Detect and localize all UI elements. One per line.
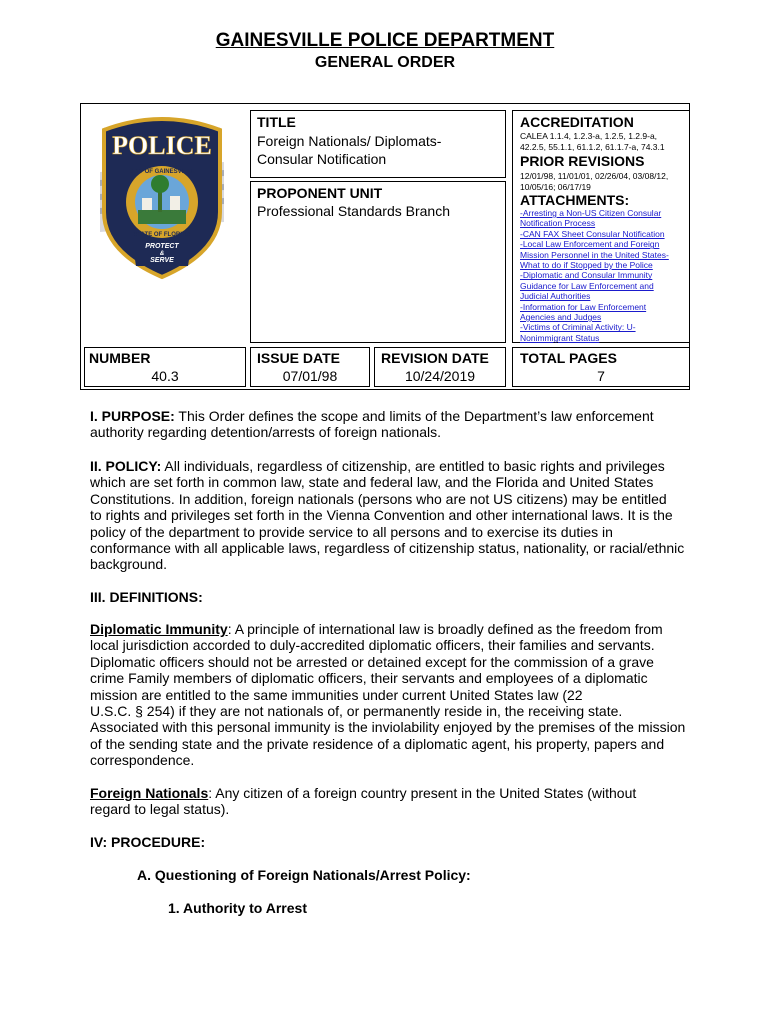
badge-banner-line1: PROTECT [145,243,179,250]
policy-line: which are set forth in common law, state and federal law, and the Florida and United States [90,474,654,491]
issue-date-box [250,347,370,387]
number-box [84,347,246,387]
foreign-nationals-definition [90,785,690,818]
badge-banner-line2: & [159,251,165,257]
definition-line: U.S.C. § 254) if they are not nationals of, or permanently reside in, the receiving state. [90,703,623,720]
title-box [250,110,506,178]
definition-line: mission are entitled to the same immunities under current United States law (22 [90,686,583,703]
procedure-heading: IV: PROCEDURE: [90,834,206,850]
policy-line: Constitutions. In addition, foreign nationals (persons who are not US citizens) may be entitled [90,490,667,507]
badge-title-text: POLICE [112,131,212,160]
definition-line: Associated with this personal immunity is the inviolability enjoyed by the premises of the mission [90,719,686,736]
definition-line: : A principle of international law is broadly defined as the freedom from [227,621,663,637]
attachment-link[interactable]: What to do if Stopped by the Police [520,260,653,271]
accreditation-line1: CALEA 1.1.4, 1.2.3-a, 1.2.5, 1.2.9-a, [520,131,658,141]
prior-revisions-line1: 12/01/98, 11/01/01, 02/26/04, 03/08/12, [520,171,669,181]
attachments-label: ATTACHMENTS: [520,192,630,208]
accreditation-line2: 42.2.5, 55.1.1, 61.1.2, 61.1.7-a, 74.3.1 [520,141,665,152]
policy-line: to rights and privileges set forth in the Vienna Convention and other international laws. It is the [90,507,673,524]
policy-line: conformance with all applicable laws, regardless of citizenship status, nationality, or racial/ethnic [90,540,685,557]
document-subtitle: GENERAL ORDER [314,54,456,71]
attachments-list [520,208,688,343]
definitions-heading: III. DEFINITIONS: [90,589,203,605]
issue-date-value: 07/01/98 [282,368,338,384]
total-pages-value: 7 [597,368,605,384]
attachment-link[interactable]: -Local Law Enforcement and Foreign [520,239,660,250]
definition-line: local jurisdiction accorded to duly-accredited diplomatic officers, their families and servants. [90,637,655,654]
badge-banner-line3: SERVE [150,257,174,264]
policy-line: policy of the department to provide service to all persons and to exercise its duties in [90,523,613,540]
title-label: TITLE [257,114,296,130]
proponent-box [250,181,506,343]
revision-date-label: REVISION DATE [381,350,489,366]
policy-section [90,458,690,573]
revision-date-value: 10/24/2019 [404,368,476,384]
definition-line: crime Family members of diplomatic officers, their servants and employees of a diplomatic [90,670,648,687]
attachment-link[interactable]: -Victims of Criminal Activity: U- [520,322,636,333]
badge-ring-top-text: CITY OF GAINESVILLE [129,169,195,175]
attachment-link[interactable]: Judicial Authorities [520,291,591,302]
police-badge-logo [92,112,232,282]
policy-line: background. [90,556,168,573]
definition-line: correspondence. [90,752,195,769]
prior-revisions-line2: 10/05/16; 06/17/19 [520,181,591,192]
purpose-heading: I. PURPOSE: [90,408,175,424]
definition-line: regard to legal status). [90,801,230,818]
purpose-line1: This Order defines the scope and limits of the Department’s law enforcement [174,408,654,424]
attachment-link[interactable]: -CAN FAX Sheet Consular Notification [520,228,665,239]
foreign-nationals-term: Foreign Nationals [90,785,209,801]
definition-line: Diplomatic officers should not be arrested or detained except for the commission of a grave [90,653,654,670]
attachment-link[interactable]: Nonimmigrant Status [520,332,600,343]
purpose-line2: authority regarding detention/arrests of foreign nationals. [90,424,441,441]
attachment-link[interactable]: -Information for Law Enforcement [520,301,647,312]
total-pages-box [512,347,690,387]
definition-line: of the sending state and the private residence of a diplomatic agent, his property, papers and [90,735,665,752]
diplomatic-immunity-definition [90,621,690,769]
number-label: NUMBER [89,350,151,366]
number-value: 40.3 [151,368,179,384]
title-line2: Consular Notification [257,151,387,167]
accreditation-box [512,110,690,343]
attachment-link[interactable]: Notification Process [520,218,596,229]
attachment-link[interactable]: Guidance for Law Enforcement and [520,280,654,291]
diplomatic-immunity-term: Diplomatic Immunity [90,621,228,637]
badge-ring-bottom-text: STATE OF FLORIDA [133,232,191,238]
title-line1: Foreign Nationals/ Diplomats- [257,133,442,149]
proponent-label: PROPONENT UNIT [257,185,383,201]
proponent-value: Professional Standards Branch [257,203,450,219]
accreditation-label: ACCREDITATION [520,114,634,130]
attachment-link[interactable]: Mission Personnel in the United States- [520,249,669,260]
procedure-subsection-a: A. Questioning of Foreign Nationals/Arrest Policy: [137,867,471,883]
procedure-item-1: 1. Authority to Arrest [168,900,307,916]
attachment-link[interactable]: -Diplomatic and Consular Immunity [520,270,653,281]
prior-revisions-label: PRIOR REVISIONS [520,153,645,169]
attachment-link[interactable]: Agencies and Judges [520,312,602,323]
revision-date-box [374,347,506,387]
policy-heading: II. POLICY: [90,458,162,474]
purpose-section [90,408,690,441]
total-pages-label: TOTAL PAGES [520,350,617,366]
policy-line: All individuals, regardless of citizenship, are entitled to basic rights and privileges [161,458,665,474]
document-title: GAINESVILLE POLICE DEPARTMENT [215,30,555,51]
attachment-link[interactable]: -Arresting a Non-US Citizen Consular [520,208,662,218]
definition-line: : Any citizen of a foreign country present in the United States (without [208,785,637,801]
issue-date-label: ISSUE DATE [257,350,340,366]
